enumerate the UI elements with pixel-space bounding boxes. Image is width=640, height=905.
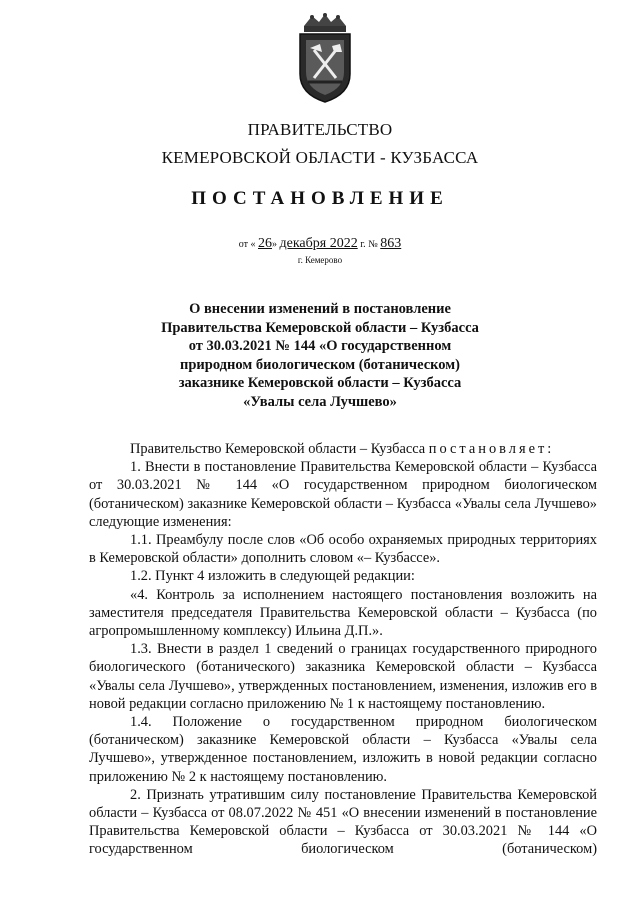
document-number: 863 (380, 236, 402, 251)
date-month-year: декабря 2022 (279, 236, 358, 251)
date-line (0, 236, 640, 252)
city: г. Кемерово (297, 255, 343, 265)
date-prefix: от « (238, 239, 256, 250)
document-body (89, 440, 597, 859)
paragraph-1: 1. Внести в постановление Правительства Кемеровской области – Кузбасса от 30.03.2021 № 144 «О государственном природном биологическом (ботаническом) заказнике Кемеровской области – Кузбасса «Увалы села Лучшево» следующие изменения: (89, 459, 597, 530)
title-line: О внесении изменений в постановление (189, 301, 451, 317)
title-line: «Увалы села Лучшево» (243, 393, 397, 410)
title-line: Правительства Кемеровской области – Кузбасса (161, 319, 479, 336)
intro-paragraph (89, 440, 597, 458)
title-line: природном биологическом (ботаническом) (180, 356, 460, 373)
paragraph-1-2: 1.2. Пункт 4 изложить в следующей редакции: (130, 568, 415, 585)
intro-lead: Правительство Кемеровской области – Кузбасса (130, 441, 426, 457)
intro-decree-word: постановляет: (428, 441, 555, 457)
title-line: заказнике Кемеровской области – Кузбасса (178, 375, 462, 391)
number-label: № (368, 239, 378, 250)
organization-name: ПРАВИТЕЛЬСТВО (247, 120, 393, 139)
date-suffix: г. (360, 239, 366, 250)
region-name: КЕМЕРОВСКОЙ ОБЛАСТИ - КУЗБАССА (161, 148, 479, 167)
document-type: ПОСТАНОВЛЕНИЕ (191, 188, 449, 209)
date-mid: » (272, 239, 277, 250)
paragraph-1-4: 1.4. Положение о государственном природном биологическом (ботаническом) заказнике Кемеровской области – Кузбасса «Увалы села Лучшево», утвержденное постановлением, изложить в новой редакции согласно приложению № 2 к настоящему постановлению. (89, 714, 597, 785)
title-line: от 30.03.2021 № 144 «О государственном (188, 338, 452, 354)
coat-of-arms-icon (292, 12, 358, 104)
date-day: 26 (258, 236, 272, 251)
paragraph-1-2-quote: «4. Контроль за исполнением настоящего постановления возложить на заместителя председателя Правительства Кемеровской области – Кузбасса (по агропромышленному комплексу) Ильина Д.П.». (89, 586, 597, 640)
paragraph-1-3: 1.3. Внести в раздел 1 сведений о границах государственного природного биологического (ботанического) заказника Кемеровской области – Кузбасса «Увалы села Лучшево», утвержденных постановлением, изменения, изложив его в новой редакции согласно приложению № 1 к настоящему постановлению. (89, 641, 597, 712)
document-title (120, 300, 520, 411)
paragraph-1-1: 1.1. Преамбулу после слов «Об особо охраняемых природных территориях в Кемеровской области» дополнить словом «– Кузбассе». (89, 532, 597, 567)
paragraph-2: 2. Признать утратившим силу постановление Правительства Кемеровской области – Кузбасса от 08.07.2022 № 451 «О внесении изменений в постановление Правительства Кемеровской области – Кузбасса от 30.03.2021 № 144 «О государственном биологическом (ботаническом) (89, 786, 597, 858)
